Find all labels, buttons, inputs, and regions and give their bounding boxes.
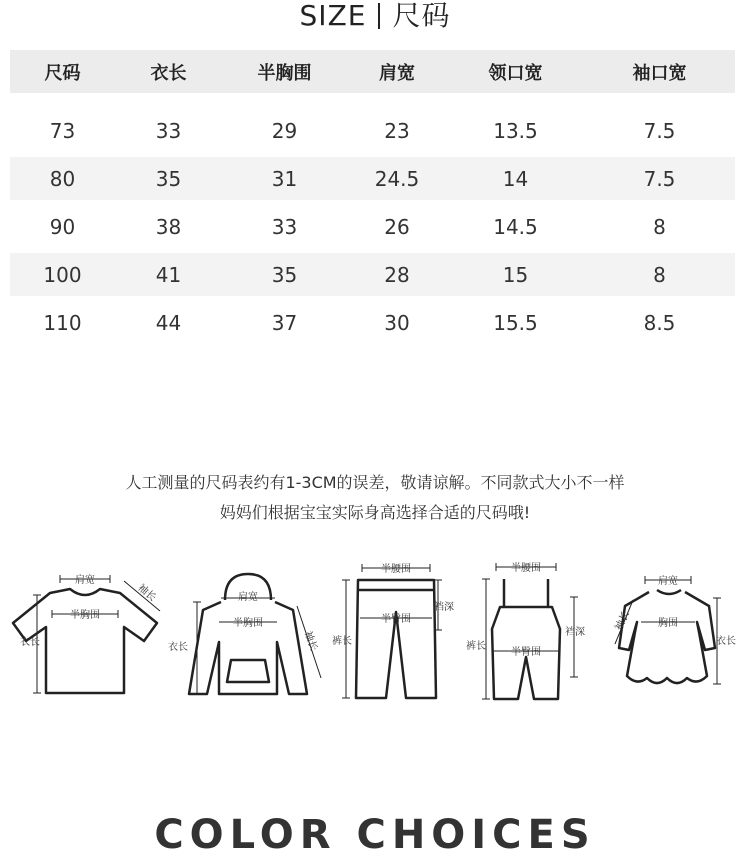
cell-shoulder: 26	[384, 214, 410, 239]
size-table-header	[10, 50, 735, 93]
overalls-hip-label: 半臀围	[511, 647, 541, 658]
hoodie-shoulder-label: 肩宽	[238, 592, 258, 603]
cell-shoulder: 24.5	[374, 166, 420, 191]
header-shoulder: 肩宽	[379, 62, 415, 84]
cell-half-chest: 37	[271, 310, 298, 335]
tshirt-diagram	[12, 565, 162, 700]
table-row	[10, 253, 735, 296]
table-row	[10, 301, 735, 344]
dress-chest-label: 胸围	[658, 618, 678, 629]
cell-size: 73	[49, 118, 76, 143]
tshirt-length-label: 衣长	[20, 637, 40, 648]
hoodie-chest-label: 半胸围	[233, 618, 263, 629]
cell-length: 38	[155, 214, 182, 239]
cell-half-chest: 31	[271, 166, 298, 191]
hoodie-diagram	[163, 570, 323, 700]
header-half-chest: 半胸围	[257, 62, 312, 84]
cell-collar: 13.5	[493, 118, 538, 143]
cell-half-chest: 33	[271, 214, 298, 239]
title-cn: 尺码	[392, 0, 451, 32]
measurement-note-line1: 人工测量的尺码表约有1-3CM的误差，敬请谅解。不同款式大小不一样	[125, 473, 625, 492]
cell-cuff: 8.5	[643, 310, 676, 335]
cell-shoulder: 28	[384, 262, 410, 287]
cell-size: 90	[49, 214, 76, 239]
dress-sleeve-label: 袖长	[613, 609, 632, 633]
tshirt-sleeve-label: 袖长	[135, 582, 158, 604]
dress-length-label: 衣长	[716, 636, 736, 647]
tshirt-chest-label: 半胸围	[70, 610, 100, 621]
cell-collar: 14	[502, 166, 529, 191]
pants-diagram	[330, 560, 460, 700]
cell-collar: 15	[502, 262, 529, 287]
header-cuff: 袖口宽	[632, 62, 687, 84]
cell-length: 41	[155, 262, 182, 287]
cell-shoulder: 23	[384, 118, 410, 143]
overalls-waist-label: 半腰围	[511, 563, 541, 574]
cell-cuff: 8	[653, 262, 666, 287]
hoodie-length-label: 衣长	[168, 642, 188, 653]
cell-length: 33	[155, 118, 182, 143]
cell-cuff: 8	[653, 214, 666, 239]
pants-hip-label: 半臀围	[381, 614, 411, 625]
cell-cuff: 7.5	[643, 118, 676, 143]
header-length: 衣长	[150, 62, 187, 84]
measurement-note-line2: 妈妈们根据宝宝实际身高选择合适的尺码哦!	[219, 503, 531, 522]
pants-length-label: 裤长	[332, 636, 352, 647]
cell-size: 80	[49, 166, 76, 191]
cell-half-chest: 29	[271, 118, 298, 143]
page-title	[0, 0, 750, 32]
section-heading-cut-off	[0, 812, 750, 858]
title-en: SIZE	[299, 0, 367, 32]
overalls-rise-label: 裆深	[565, 627, 585, 638]
tshirt-shoulder-label: 肩宽	[75, 575, 95, 586]
color-choices-heading: COLOR CHOICES	[154, 812, 596, 858]
table-row	[10, 109, 735, 152]
title-divider	[378, 3, 380, 29]
cell-size: 110	[43, 310, 82, 335]
cell-size: 100	[43, 262, 82, 287]
header-size: 尺码	[44, 62, 81, 84]
overalls-length-label: 裤长	[466, 641, 486, 652]
header-collar: 领口宽	[488, 62, 543, 84]
pants-rise-label: 裆深	[434, 602, 454, 613]
cell-cuff: 7.5	[643, 166, 676, 191]
cell-collar: 14.5	[493, 214, 538, 239]
cell-length: 35	[155, 166, 182, 191]
cell-half-chest: 35	[271, 262, 298, 287]
overalls-diagram	[462, 557, 602, 705]
table-row	[10, 157, 735, 200]
pants-waist-label: 半腰围	[381, 564, 411, 575]
hoodie-sleeve-label: 袖长	[301, 629, 319, 653]
cell-length: 44	[155, 310, 182, 335]
dress-diagram	[605, 570, 735, 695]
table-row	[10, 205, 735, 248]
cell-collar: 15.5	[493, 310, 538, 335]
cell-shoulder: 30	[384, 310, 410, 335]
dress-shoulder-label: 肩宽	[658, 576, 678, 587]
